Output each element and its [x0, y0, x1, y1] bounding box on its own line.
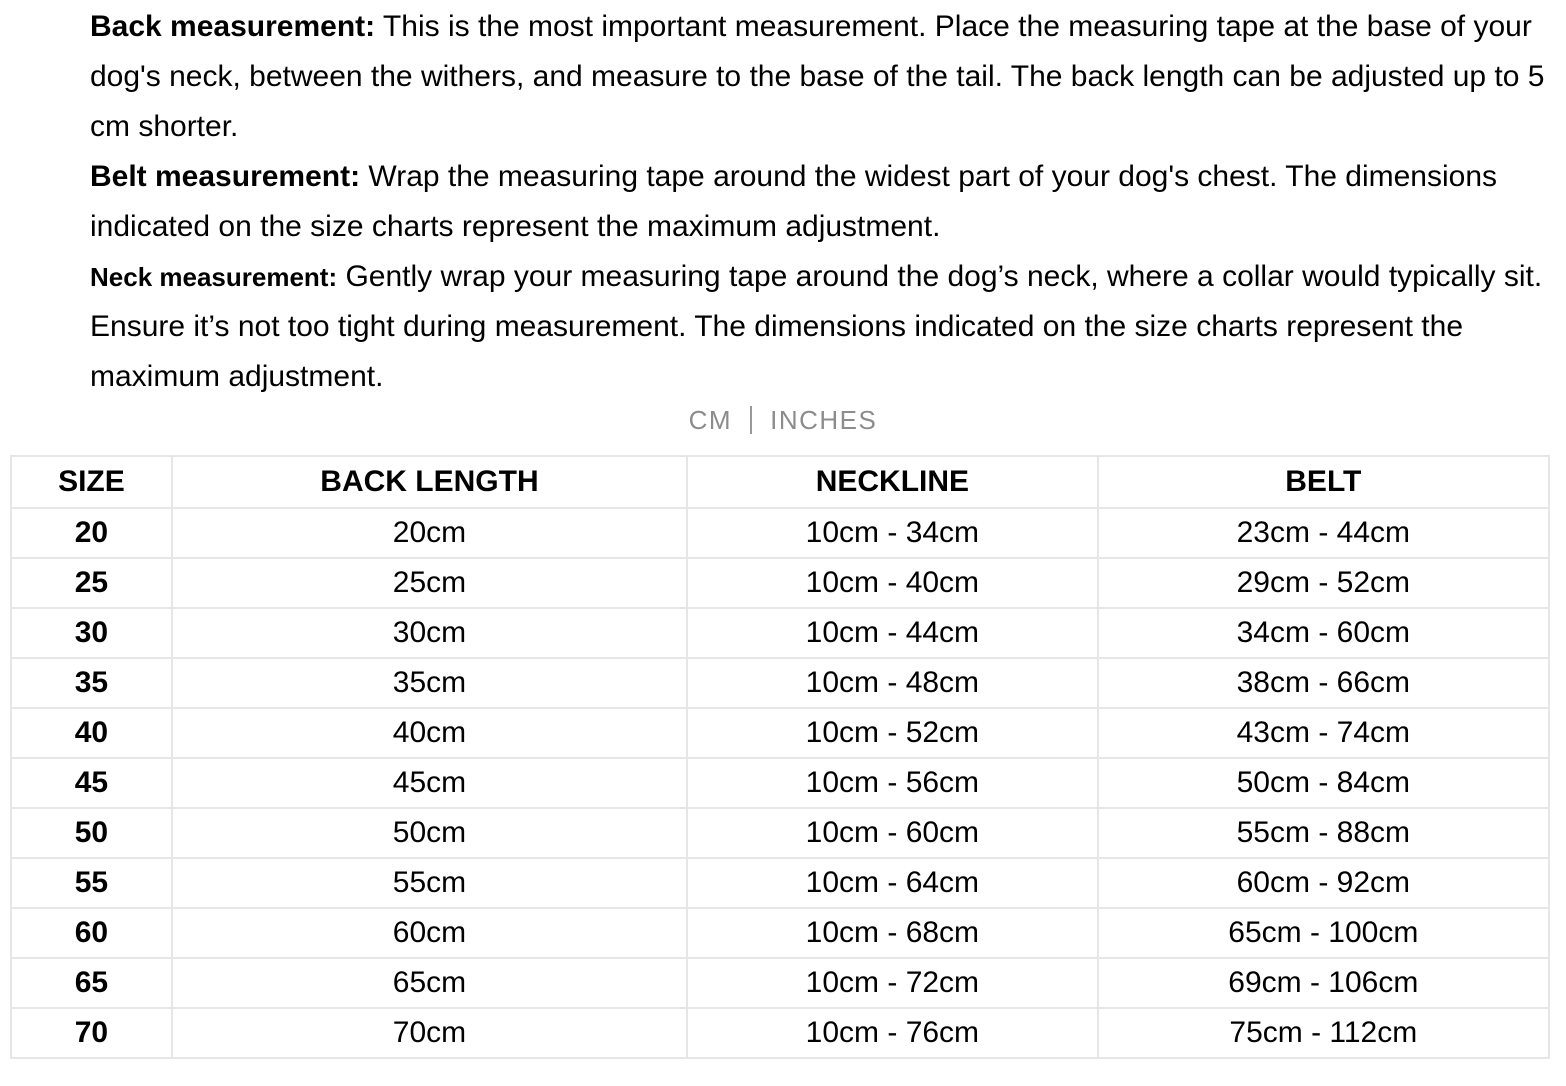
back-length-cell: 20cm	[172, 508, 687, 558]
table-row	[11, 908, 1549, 958]
neckline-cell: 10cm - 60cm	[687, 808, 1098, 858]
unit-cm-option[interactable]: CM	[688, 405, 733, 435]
header-neckline: NECKLINE	[687, 456, 1098, 508]
belt-cell: 43cm - 74cm	[1098, 708, 1549, 758]
belt-cell: 69cm - 106cm	[1098, 958, 1549, 1008]
neckline-cell: 10cm - 34cm	[687, 508, 1098, 558]
back-length-cell: 35cm	[172, 658, 687, 708]
table-row	[11, 558, 1549, 608]
back-length-cell: 55cm	[172, 858, 687, 908]
neckline-cell: 10cm - 72cm	[687, 958, 1098, 1008]
neckline-cell: 10cm - 68cm	[687, 908, 1098, 958]
back-measurement-label: Back measurement:	[90, 10, 376, 43]
belt-measurement-label: Belt measurement:	[90, 160, 361, 193]
table-row	[11, 958, 1549, 1008]
size-cell: 40	[11, 708, 172, 758]
belt-cell: 23cm - 44cm	[1098, 508, 1549, 558]
header-back-length: BACK LENGTH	[172, 456, 687, 508]
size-cell: 55	[11, 858, 172, 908]
belt-cell: 50cm - 84cm	[1098, 758, 1549, 808]
size-chart-body	[11, 508, 1549, 1058]
belt-measurement-paragraph	[90, 152, 1550, 252]
belt-cell: 38cm - 66cm	[1098, 658, 1549, 708]
neckline-cell: 10cm - 40cm	[687, 558, 1098, 608]
back-length-cell: 70cm	[172, 1008, 687, 1058]
header-size: SIZE	[11, 456, 172, 508]
back-length-cell: 50cm	[172, 808, 687, 858]
size-cell: 45	[11, 758, 172, 808]
back-length-cell: 40cm	[172, 708, 687, 758]
back-measurement-paragraph	[90, 2, 1550, 152]
size-cell: 50	[11, 808, 172, 858]
table-row	[11, 1008, 1549, 1058]
size-cell: 60	[11, 908, 172, 958]
neckline-cell: 10cm - 48cm	[687, 658, 1098, 708]
neckline-cell: 10cm - 56cm	[687, 758, 1098, 808]
header-belt: BELT	[1098, 456, 1549, 508]
neckline-cell: 10cm - 52cm	[687, 708, 1098, 758]
unit-toggle	[0, 402, 1566, 438]
size-cell: 35	[11, 658, 172, 708]
size-cell: 25	[11, 558, 172, 608]
neck-measurement-label: Neck measurement:	[90, 262, 338, 292]
back-measurement-text: This is the most important measurement. Place the measuring tape at the base of your dog's neck, between the withers, and measure to the base of the tail. The back length can be adjusted up to 5 cm shorter.	[90, 10, 1545, 143]
size-cell: 70	[11, 1008, 172, 1058]
belt-cell: 55cm - 88cm	[1098, 808, 1549, 858]
belt-cell: 75cm - 112cm	[1098, 1008, 1549, 1058]
neckline-cell: 10cm - 76cm	[687, 1008, 1098, 1058]
table-row	[11, 858, 1549, 908]
back-length-cell: 30cm	[172, 608, 687, 658]
neck-measurement-text: Gently wrap your measuring tape around the dog’s neck, where a collar would typically sit. Ensure it’s not too tight during measurement. The dimensions indicated on the size charts represent the maximum adjustment.	[90, 260, 1543, 393]
table-row	[11, 808, 1549, 858]
back-length-cell: 25cm	[172, 558, 687, 608]
unit-divider	[750, 406, 752, 434]
neck-measurement-paragraph	[90, 252, 1550, 402]
belt-cell: 29cm - 52cm	[1098, 558, 1549, 608]
size-cell: 65	[11, 958, 172, 1008]
table-header-row	[11, 456, 1549, 508]
table-row	[11, 508, 1549, 558]
table-row	[11, 758, 1549, 808]
table-row	[11, 708, 1549, 758]
size-cell: 30	[11, 608, 172, 658]
neckline-cell: 10cm - 44cm	[687, 608, 1098, 658]
back-length-cell: 45cm	[172, 758, 687, 808]
size-cell: 20	[11, 508, 172, 558]
neckline-cell: 10cm - 64cm	[687, 858, 1098, 908]
back-length-cell: 60cm	[172, 908, 687, 958]
size-chart-table	[10, 455, 1550, 1059]
belt-cell: 60cm - 92cm	[1098, 858, 1549, 908]
belt-cell: 65cm - 100cm	[1098, 908, 1549, 958]
belt-measurement-text: Wrap the measuring tape around the widest part of your dog's chest. The dimensions indicated on the size charts represent the maximum adjustment.	[90, 160, 1498, 243]
table-row	[11, 658, 1549, 708]
unit-inches-option[interactable]: INCHES	[770, 405, 878, 435]
belt-cell: 34cm - 60cm	[1098, 608, 1549, 658]
measurement-instructions	[90, 2, 1550, 402]
back-length-cell: 65cm	[172, 958, 687, 1008]
table-row	[11, 608, 1549, 658]
